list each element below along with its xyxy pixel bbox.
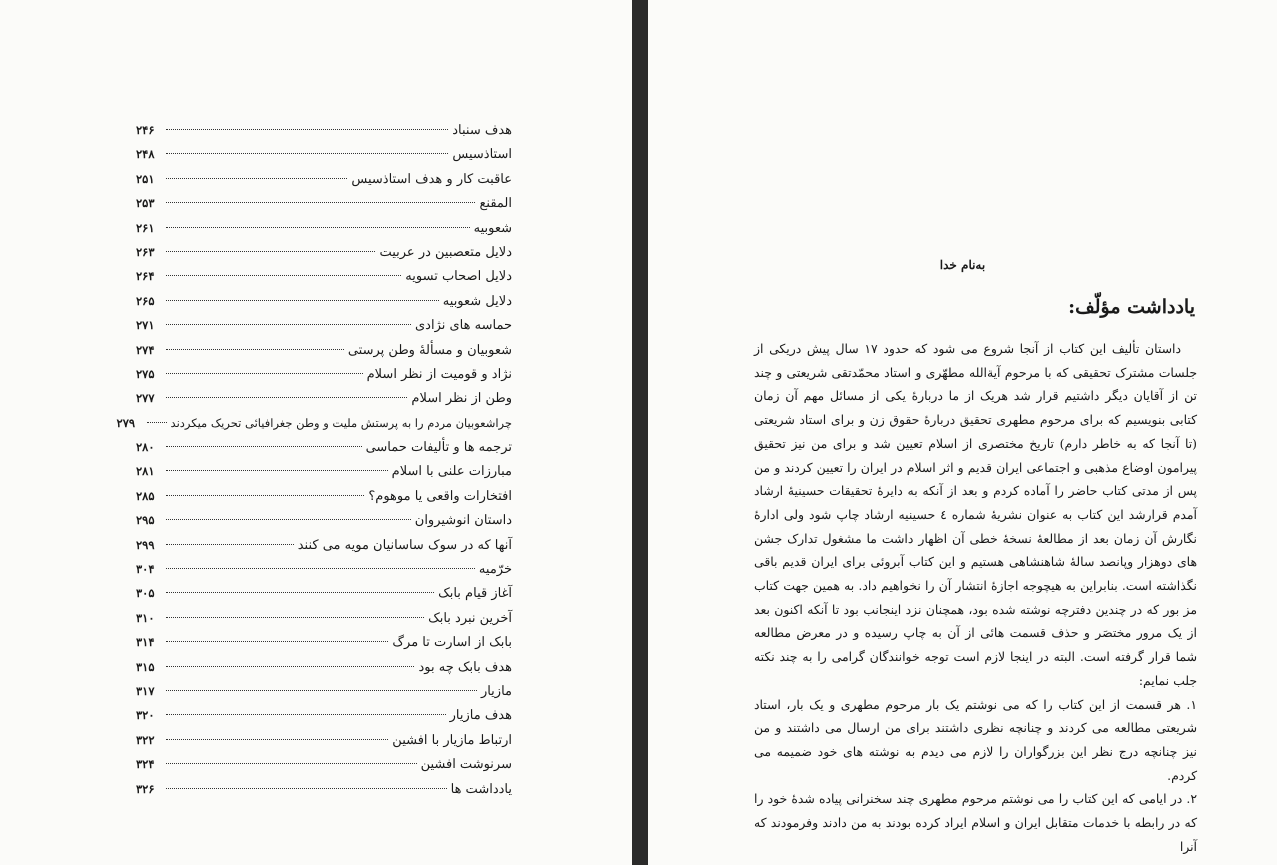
toc-leader-dots (166, 397, 407, 398)
toc-entry-page: ۲۷۵ (136, 366, 155, 381)
toc-entry (136, 386, 512, 410)
toc-entry-title: ترجمه ها و تألیفات حماسی (365, 440, 512, 456)
section-title: یادداشت مؤلّف: (1068, 296, 1195, 318)
toc-leader-dots (166, 641, 388, 642)
toc-entry (136, 216, 512, 240)
toc-entry-title: آنها که در سوک ساسانیان مویه می کنند (297, 537, 512, 553)
toc-entry (136, 752, 512, 776)
toc-entry-title: مبارزات علنی با اسلام (391, 464, 512, 480)
toc-leader-dots (166, 275, 401, 276)
toc-leader-dots (166, 666, 414, 667)
toc-entry (136, 289, 512, 313)
toc-entry-title: ارتباط مازیار با افشین (392, 732, 512, 748)
toc-entry-title: مازیار (480, 683, 512, 699)
toc-entry (136, 142, 512, 166)
toc-entry (136, 362, 512, 386)
toc-entry-title: هدف بابک چه بود (418, 659, 512, 675)
toc-entry-page: ۳۲۰ (136, 708, 155, 723)
table-of-contents (116, 118, 512, 801)
toc-entry-page: ۳۱۵ (136, 659, 155, 674)
toc-entry-page: ۳۲۶ (136, 781, 155, 796)
toc-entry-page: ۳۱۰ (136, 610, 155, 625)
toc-entry-title: هدف مازیار (449, 708, 512, 724)
toc-entry (136, 679, 512, 703)
toc-leader-dots (166, 129, 448, 130)
toc-leader-dots (166, 202, 475, 203)
toc-leader-dots (166, 690, 477, 691)
toc-entry-page: ۲۶۵ (136, 293, 155, 308)
toc-entry (136, 606, 512, 630)
book-gutter (632, 0, 648, 865)
toc-entry-title: دلایل اصحاب تسویه (405, 269, 512, 285)
toc-entry-title: آغاز قیام بابک (438, 586, 512, 602)
toc-entry (136, 118, 512, 142)
toc-entry-page: ۲۷۴ (136, 342, 155, 357)
invocation-heading: به‌نام خدا (939, 258, 986, 272)
toc-entry-title: هدف سنباد (452, 123, 512, 138)
toc-entry (136, 557, 512, 581)
toc-entry-page: ۳۰۴ (136, 562, 155, 577)
toc-entry-page: ۲۶۱ (136, 220, 155, 235)
toc-entry (136, 533, 512, 557)
toc-leader-dots (166, 153, 448, 154)
toc-leader-dots (166, 227, 470, 228)
toc-entry-title: حماسه های نژادی (415, 318, 512, 334)
toc-entry-page: ۲۷۱ (136, 318, 155, 333)
toc-entry-page: ۳۰۵ (136, 586, 155, 601)
toc-entry-title: نژاد و قومیت از نظر اسلام (366, 366, 512, 382)
toc-leader-dots (166, 300, 439, 301)
toc-entry-title: آخرین نبرد بابک (428, 610, 512, 626)
toc-entry (136, 508, 512, 532)
toc-entry (136, 728, 512, 752)
toc-entry (136, 484, 512, 508)
toc-entry-title: بابک از اسارت تا مرگ (392, 635, 512, 651)
toc-entry-page: ۲۸۱ (136, 464, 155, 479)
toc-leader-dots (166, 519, 411, 520)
toc-entry-page: ۳۲۲ (136, 732, 155, 747)
right-page (648, 0, 1277, 865)
toc-entry-page: ۳۲۴ (136, 757, 155, 772)
toc-entry-page: ۲۵۱ (136, 171, 155, 186)
left-page (0, 0, 632, 865)
paragraph: ۱. هر قسمت از این کتاب را که می نوشتم یک بار مرحوم مطهری و یک بار، استاد شریعتی مطالعه می کردند و چنانچه نظری داشتند برای من ارسال می داشتند و من نیز چنانچه درج نظر این بزرگواران را لازم می دیدم به نوشته های خود ضمیمه می کردم. (754, 696, 1197, 783)
toc-leader-dots (166, 446, 362, 447)
toc-entry (136, 435, 512, 459)
toc-entry-page: ۲۷۷ (136, 391, 155, 406)
toc-entry-page: ۲۹۵ (136, 513, 155, 528)
toc-entry-title: وطن از نظر اسلام (411, 391, 512, 407)
toc-entry-title: افتخارات واقعی یا موهوم؟ (368, 488, 512, 504)
toc-entry-page: ۲۵۳ (136, 196, 155, 211)
toc-leader-dots (166, 251, 375, 252)
toc-entry-page: ۲۴۶ (136, 123, 155, 137)
toc-entry-page: ۲۷۹ (116, 415, 136, 430)
toc-entry-title: سرنوشت افشین (420, 757, 512, 773)
toc-entry-title: خرّمیه (478, 562, 512, 578)
toc-entry-page: ۲۹۹ (136, 537, 155, 552)
toc-entry (116, 411, 512, 435)
paragraph: ۲. در ایامی که این کتاب را می نوشتم مرحوم مطهری چند سخنرانی پیاده شدهٔ خود را که در رابطه با خدمات متقابل ایران و اسلام ایراد کرده بودند به من دادند وفرمودند که آنرا (754, 791, 1197, 854)
toc-entry-title: دلایل متعصبین در عربیت (379, 244, 512, 260)
toc-entry (136, 264, 512, 288)
toc-entry-title: داستان انوشیروان (414, 513, 512, 529)
toc-leader-dots (166, 470, 388, 471)
toc-entry-page: ۳۱۴ (136, 635, 155, 650)
toc-entry (136, 655, 512, 679)
toc-entry-title: شعوبیه (473, 220, 512, 236)
toc-entry (136, 703, 512, 727)
toc-leader-dots (166, 788, 447, 789)
toc-entry-title: شعوبیان و مسألهٔ وطن پرستی (347, 342, 512, 358)
toc-entry-page: ۲۶۴ (136, 269, 155, 284)
toc-entry-page: ۲۴۸ (136, 147, 155, 162)
toc-entry (136, 581, 512, 605)
toc-leader-dots (166, 324, 411, 325)
toc-entry-title: یادداشت ها (450, 781, 512, 797)
toc-leader-dots (166, 617, 424, 618)
toc-entry-title: استاذسیس (452, 147, 512, 163)
toc-leader-dots (166, 739, 388, 740)
toc-leader-dots (166, 714, 446, 715)
toc-entry-title: چراشعوبیان مردم را به پرستش ملیت و وطن جغرافیائی تحریک میکردند (170, 415, 512, 430)
toc-leader-dots (166, 568, 475, 569)
toc-entry (136, 191, 512, 215)
toc-entry-page: ۲۸۰ (136, 440, 155, 455)
toc-leader-dots (166, 373, 363, 374)
paragraph: داستان تألیف این کتاب از آنجا شروع می شود که حدود ۱۷ سال پیش دریکی از جلسات مشترک تحقیقی که با مرحوم آیة‌الله مطهّری و استاد محمّدتقی شریعتی و چند تن از آقایان دیگر داشتیم قرار شد هریک از ما دربارهٔ یکی از مسائل مهم آن زمان کتابی بنویسیم که برای مرحوم مطهری تحقیق دربارهٔ حقوق زن و برای استاد شریعتی (تا آنجا که به خاطر دارم) تاریخ مختصری از اسلام تعیین شد و برای من نیز تحقیق پیرامون اوضاع مذهبی و اجتماعی ایران قدیم و اثر اسلام در ایران را تعیین کردند و من پس از مدتی کتاب حاضر را آماده کردم و بعد از آنکه به دایرهٔ تحقیقات حسینیهٔ ارشاد آمدم قرارشد این کتاب به عنوان نشریهٔ شماره ٤ حسینیه ارشاد چاپ شود ولی ادارهٔ نگارش آن زمان بعد از مطالعهٔ نسخهٔ خطی آن اظهار داشت ما مشغول تدارک جشن های دوهزار وپانصد سالهٔ شاهنشاهی هستیم و این کتاب آبروئی برای ایران قدیم باقی نگذاشته است. بنابراین به هیچوجه اجازهٔ انتشار آن را نخواهیم داد. به همین جهت کتاب مز بور که در چندین دفترچه نوشته شده بود، همچنان نزد اینجانب بود تا آنکه اکنون بعد از یک مرور مختصَر و حذف قسمت هائی از آن به چاپ رسیده و در معرض مطالعه شما قرار گرفته است. البته در اینجا لازم است توجه خوانندگان گرامی را به چند نکته جلب نمایم: (754, 341, 1197, 688)
toc-leader-dots (166, 178, 347, 179)
toc-entry (136, 338, 512, 362)
toc-entry (136, 167, 512, 191)
toc-entry-title: دلایل شعوبیه (442, 293, 512, 309)
toc-entry (136, 459, 512, 483)
toc-entry (136, 240, 512, 264)
toc-entry (136, 313, 512, 337)
toc-entry-title: عاقبت کار و هدف استاذسیس (351, 171, 512, 187)
toc-leader-dots (166, 544, 294, 545)
toc-leader-dots (147, 422, 167, 423)
toc-leader-dots (166, 763, 417, 764)
toc-entry (136, 630, 512, 654)
toc-leader-dots (166, 592, 434, 593)
toc-entry-title: المقنع (479, 196, 512, 212)
toc-entry-page: ۲۶۳ (136, 244, 155, 259)
toc-entry-page: ۲۸۵ (136, 488, 155, 503)
body-text (754, 337, 1197, 858)
toc-leader-dots (166, 349, 344, 350)
toc-leader-dots (166, 495, 364, 496)
toc-entry (136, 777, 512, 801)
toc-entry-page: ۳۱۷ (136, 683, 155, 698)
